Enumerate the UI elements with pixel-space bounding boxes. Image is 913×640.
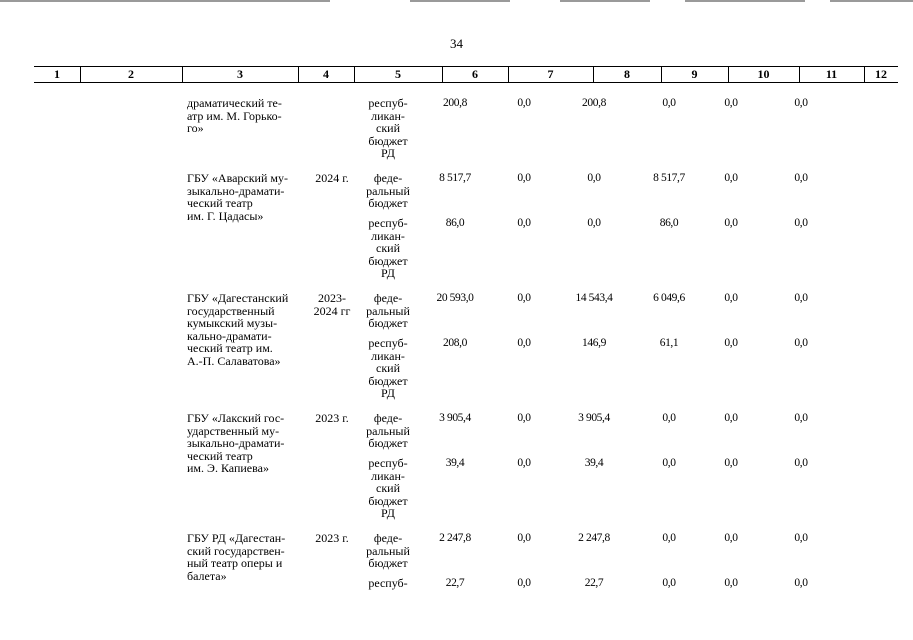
header-col-8: 8 <box>624 67 630 81</box>
value-cell: 86,0 <box>659 217 679 229</box>
funding-source-line: феде- <box>373 291 403 305</box>
value-cell: 0,0 <box>517 337 531 349</box>
value-cell: 8 517,7 <box>439 172 471 184</box>
header-col-5: 5 <box>395 67 401 81</box>
value-cell: 8 517,7 <box>653 172 685 184</box>
object-description-line: зыкально-драмати- <box>187 183 285 198</box>
header-divider <box>864 67 865 82</box>
value-cell: 146,9 <box>582 337 606 349</box>
funding-source-line: ликан- <box>371 468 405 483</box>
funding-source-line: респуб- <box>368 96 408 110</box>
value-cell: 208,0 <box>443 337 467 349</box>
funding-source-line: РД <box>381 386 395 400</box>
funding-source-line: ральный <box>366 183 410 198</box>
header-col-1: 1 <box>54 67 60 81</box>
object-description-line: кумыкский музы- <box>187 316 278 330</box>
value-cell: 0,0 <box>517 577 531 589</box>
funding-source-line: РД <box>381 266 395 280</box>
header-col-3: 3 <box>237 67 243 81</box>
value-cell: 0,0 <box>724 97 738 109</box>
header-col-6: 6 <box>472 67 478 81</box>
header-divider <box>298 67 299 82</box>
header-divider <box>799 67 800 82</box>
value-cell: 2 247,8 <box>439 532 471 544</box>
period-text: 2024 г. <box>315 171 349 185</box>
value-cell: 0,0 <box>794 292 808 304</box>
header-divider <box>661 67 662 82</box>
value-cell: 86,0 <box>445 217 465 229</box>
object-description-line: А.-П. Салаватова» <box>187 353 281 368</box>
header-divider <box>80 67 81 82</box>
value-cell: 0,0 <box>724 292 738 304</box>
funding-source-line: респуб- <box>368 456 408 470</box>
value-cell: 0,0 <box>794 172 808 184</box>
funding-source-line: ральный <box>366 303 410 318</box>
value-cell: 0,0 <box>517 457 531 469</box>
object-description-line: ский государствен- <box>187 543 285 558</box>
value-cell: 20 593,0 <box>436 292 474 304</box>
object-description-line: ГБУ «Дагестанский <box>187 291 289 305</box>
funding-source-line: ликан- <box>371 108 405 123</box>
funding-source-line: ский <box>376 241 400 255</box>
value-cell: 0,0 <box>517 412 531 424</box>
header-divider <box>728 67 729 82</box>
funding-source-line: феде- <box>373 531 403 545</box>
value-cell: 0,0 <box>724 457 738 469</box>
header-divider <box>354 67 355 82</box>
funding-source-line: феде- <box>373 171 403 185</box>
table-header <box>34 66 898 83</box>
period-text: 2024 гг <box>313 303 351 318</box>
object-description-line: ческий театр им. <box>187 341 273 355</box>
value-cell: 0,0 <box>662 412 676 424</box>
object-description-line: ческий театр <box>187 196 253 210</box>
header-col-10: 10 <box>757 67 770 81</box>
value-cell: 0,0 <box>794 412 808 424</box>
value-cell: 0,0 <box>724 577 738 589</box>
funding-source-line: бюджет <box>368 253 408 268</box>
object-description-line: ГБУ РД «Дагестан- <box>187 531 286 545</box>
value-cell: 0,0 <box>794 97 808 109</box>
value-cell: 0,0 <box>724 172 738 184</box>
value-cell: 39,4 <box>584 457 604 469</box>
period-text: 2023- <box>318 291 346 305</box>
value-cell: 14 543,4 <box>575 292 613 304</box>
header-col-7: 7 <box>547 67 554 81</box>
header-col-4: 4 <box>323 67 329 81</box>
value-cell: 0,0 <box>662 577 676 589</box>
object-description-line: ударственный му- <box>187 423 280 438</box>
funding-source-line: бюджет <box>368 556 408 570</box>
value-cell: 0,0 <box>517 97 531 109</box>
funding-source-line: ликан- <box>371 228 405 243</box>
value-cell: 0,0 <box>724 412 738 424</box>
object-description-line: ГБУ «Аварский му- <box>187 171 288 185</box>
value-cell: 0,0 <box>794 532 808 544</box>
value-cell: 0,0 <box>517 532 531 544</box>
header-col-9: 9 <box>691 67 698 81</box>
value-cell: 0,0 <box>794 337 808 349</box>
value-cell: 0,0 <box>662 97 676 109</box>
value-cell: 0,0 <box>662 457 676 469</box>
header-col-12: 12 <box>875 67 887 81</box>
header-divider <box>182 67 183 82</box>
value-cell: 0,0 <box>794 577 808 589</box>
object-description-line: балета» <box>187 568 227 583</box>
funding-source-line: бюджет <box>368 436 408 450</box>
value-cell: 0,0 <box>587 217 601 229</box>
value-cell: 39,4 <box>445 457 465 469</box>
funding-source-line: респуб- <box>368 216 408 230</box>
value-cell: 0,0 <box>662 532 676 544</box>
funding-source-line: РД <box>381 506 395 520</box>
header-divider <box>442 67 443 82</box>
value-cell: 0,0 <box>794 217 808 229</box>
value-cell: 0,0 <box>517 172 531 184</box>
value-cell: 0,0 <box>587 172 601 184</box>
funding-source-line: ральный <box>366 543 410 558</box>
object-description-line: драматический те- <box>187 96 282 110</box>
funding-source-line: бюджет <box>368 373 408 388</box>
value-cell: 3 905,4 <box>578 412 610 424</box>
funding-source-line: бюджет <box>368 316 408 330</box>
value-cell: 200,8 <box>443 97 467 109</box>
object-description-line: им. Э. Капиева» <box>187 461 269 475</box>
header-col-11: 11 <box>825 67 838 81</box>
object-description-line: ГБУ «Лакский гос- <box>187 411 285 425</box>
funding-source-line: бюджет <box>368 133 408 148</box>
value-cell: 0,0 <box>724 532 738 544</box>
value-cell: 22,7 <box>584 577 604 589</box>
value-cell: 61,1 <box>659 337 679 349</box>
value-cell: 0,0 <box>517 217 531 229</box>
object-description-line: им. Г. Цадасы» <box>187 208 264 223</box>
funding-source-line: ский <box>376 361 400 375</box>
value-cell: 2 247,8 <box>578 532 610 544</box>
value-cell: 6 049,6 <box>653 292 685 304</box>
object-description-line: зыкально-драмати- <box>187 436 285 450</box>
value-cell: 0,0 <box>517 292 531 304</box>
funding-source-line: респуб- <box>368 336 408 350</box>
object-description-line: атр им. М. Горько- <box>187 108 282 123</box>
funding-source-line: респуб- <box>368 576 408 590</box>
object-description-line: кально-драмати- <box>187 328 272 343</box>
object-description-line: ный театр оперы и <box>187 556 283 570</box>
object-description-line: ческий театр <box>187 448 253 463</box>
value-cell: 0,0 <box>794 457 808 469</box>
top-scan-marks <box>0 0 913 4</box>
funding-source-line: бюджет <box>368 493 408 508</box>
funding-source-line: ский <box>376 481 400 495</box>
object-description-line: го» <box>187 121 204 135</box>
header-col-2: 2 <box>128 67 134 81</box>
funding-source-line: феде- <box>373 411 403 425</box>
funding-source-line: ликан- <box>371 348 405 363</box>
value-cell: 200,8 <box>582 97 606 109</box>
value-cell: 3 905,4 <box>439 412 471 424</box>
period-text: 2023 г. <box>315 531 349 545</box>
value-cell: 0,0 <box>724 337 738 349</box>
funding-source-line: бюджет <box>368 196 408 210</box>
page-number: 34 <box>450 36 463 51</box>
funding-source-line: ральный <box>366 423 410 438</box>
funding-source-line: ский <box>376 121 400 135</box>
header-divider <box>593 67 594 82</box>
value-cell: 22,7 <box>445 577 465 589</box>
period-text: 2023 г. <box>315 411 349 425</box>
funding-source-line: РД <box>381 146 395 160</box>
value-cell: 0,0 <box>724 217 738 229</box>
header-divider <box>508 67 509 82</box>
object-description-line: государственный <box>187 303 275 318</box>
